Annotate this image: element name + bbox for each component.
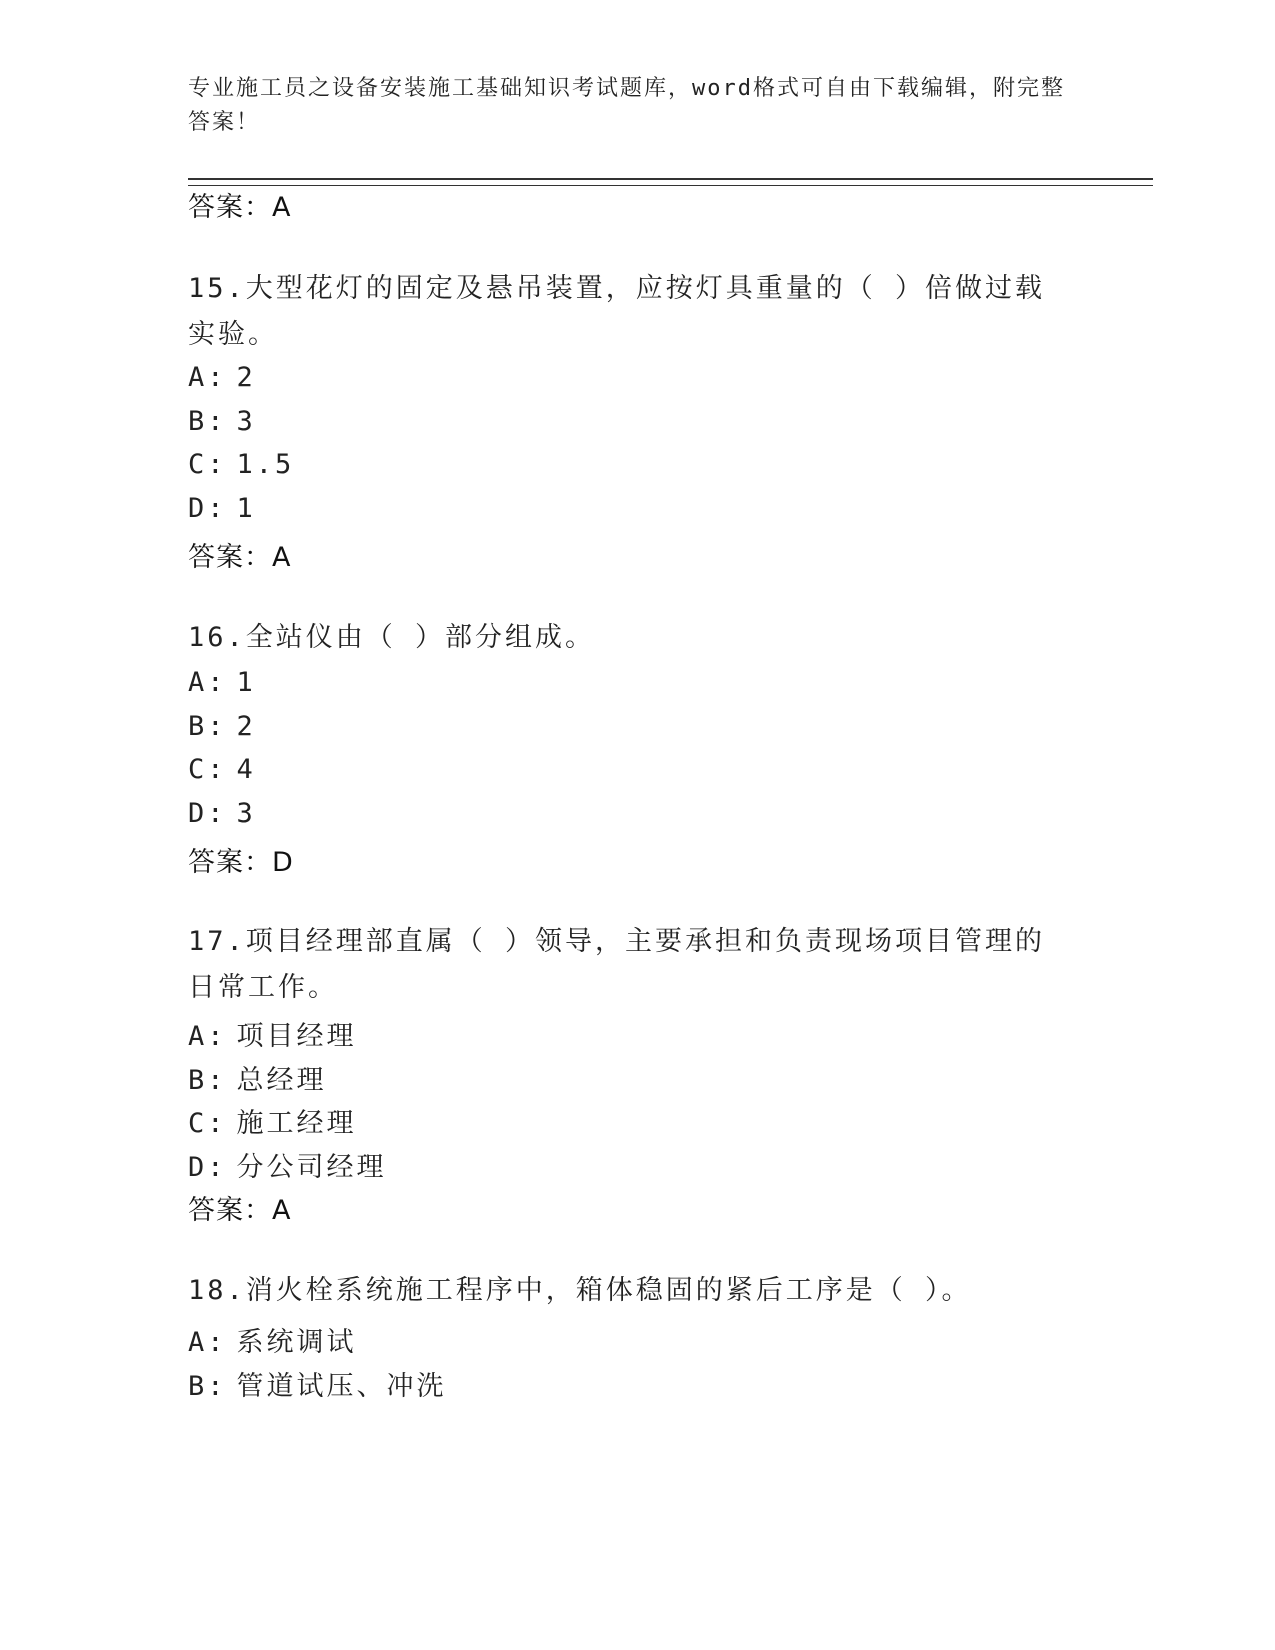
option-d bbox=[188, 798, 256, 829]
answer-line: 答案：A bbox=[188, 542, 292, 573]
option-label: B: bbox=[188, 406, 227, 437]
question-text: 15.大型花灯的固定及悬吊装置，应按灯具重量的（ ）倍做过载实验。 bbox=[188, 273, 1046, 350]
option-a bbox=[188, 1014, 357, 1053]
option-value: 1 bbox=[236, 667, 256, 698]
option-label: A: bbox=[188, 1021, 227, 1052]
option-label: A: bbox=[188, 362, 227, 393]
option-label: D: bbox=[188, 1152, 227, 1183]
answer-line: 答案：D bbox=[188, 847, 294, 878]
answer-line: 答案：A bbox=[188, 192, 292, 223]
option-label: C: bbox=[188, 449, 227, 480]
question-text: 17.项目经理部直属（ ）领导，主要承担和负责现场项目管理的日常工作。 bbox=[188, 926, 1046, 1003]
question-text: 16.全站仪由（ ）部分组成。 bbox=[188, 622, 596, 653]
option-value: 3 bbox=[236, 798, 256, 829]
option-label: A: bbox=[188, 667, 227, 698]
option-value: 4 bbox=[236, 754, 256, 785]
option-label: B: bbox=[188, 1065, 227, 1096]
answer-line: 答案：A bbox=[188, 1195, 292, 1226]
option-b bbox=[188, 1058, 327, 1097]
option-value: 施工经理 bbox=[236, 1108, 357, 1139]
option-label: B: bbox=[188, 711, 227, 742]
option-d bbox=[188, 1145, 387, 1184]
option-c bbox=[188, 449, 294, 480]
option-value: 系统调试 bbox=[236, 1327, 357, 1358]
option-d bbox=[188, 493, 256, 524]
option-value: 分公司经理 bbox=[236, 1152, 387, 1183]
option-c bbox=[188, 1101, 357, 1140]
option-b bbox=[188, 406, 256, 437]
option-value: 1 bbox=[236, 493, 256, 524]
document-header: 专业施工员之设备安装施工基础知识考试题库，word格式可自由下载编辑，附完整答案！ bbox=[188, 76, 1065, 135]
option-value: 3 bbox=[236, 406, 256, 437]
option-a bbox=[188, 1320, 357, 1359]
option-label: D: bbox=[188, 493, 227, 524]
option-a bbox=[188, 667, 256, 698]
question-text: 18.消火栓系统施工程序中，箱体稳固的紧后工序是（ ）。 bbox=[188, 1275, 972, 1306]
option-value: 总经理 bbox=[236, 1065, 327, 1096]
option-value: 1.5 bbox=[236, 449, 295, 480]
option-a bbox=[188, 362, 256, 393]
option-b bbox=[188, 711, 256, 742]
header-divider bbox=[188, 178, 1153, 186]
option-b bbox=[188, 1364, 447, 1403]
option-label: D: bbox=[188, 798, 227, 829]
option-value: 2 bbox=[236, 711, 256, 742]
option-label: B: bbox=[188, 1371, 227, 1402]
option-value: 项目经理 bbox=[236, 1021, 357, 1052]
option-c bbox=[188, 754, 256, 785]
option-label: C: bbox=[188, 1108, 227, 1139]
option-value: 管道试压、冲洗 bbox=[236, 1371, 447, 1402]
option-value: 2 bbox=[236, 362, 256, 393]
option-label: A: bbox=[188, 1327, 227, 1358]
option-label: C: bbox=[188, 754, 227, 785]
